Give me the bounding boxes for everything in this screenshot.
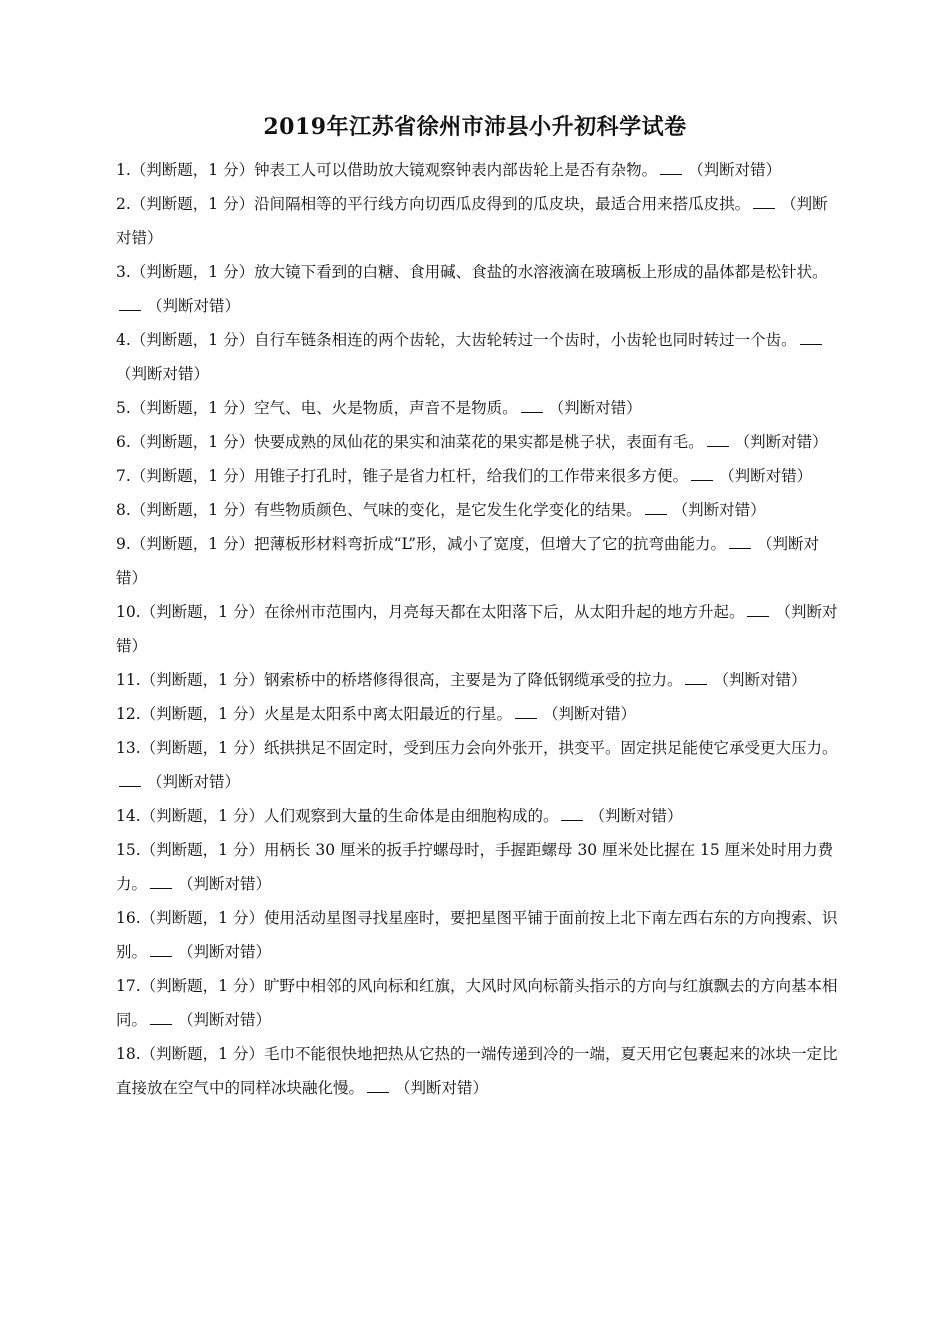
answer-blank [645, 500, 667, 515]
question-text: 10.（判断题，1 分）在徐州市范围内，月亮每天都在太阳落下后，从太阳升起的地方升起。 [116, 603, 745, 621]
question-item [116, 1037, 840, 1105]
question-item [116, 459, 840, 493]
answer-blank [753, 194, 775, 209]
answer-blank [119, 296, 141, 311]
question-text: 7.（判断题，1 分）用锥子打孔时，锥子是省力杠杆，给我们的工作带来很多方便。 [116, 467, 689, 485]
question-instruction: （判断对错） [672, 501, 766, 519]
question-item [116, 391, 840, 425]
answer-blank [367, 1078, 389, 1093]
question-text: 13.（判断题，1 分）纸拱拱足不固定时，受到压力会向外张开，拱变平。固定拱足能使它承受更大压力。 [116, 739, 838, 757]
answer-blank [800, 330, 822, 345]
question-item [116, 255, 840, 323]
question-item [116, 425, 840, 459]
question-item [116, 595, 840, 663]
question-instruction: （判断对错） [719, 467, 813, 485]
answer-blank [685, 670, 707, 685]
question-instruction: （判断对错） [589, 807, 683, 825]
question-text: 11.（判断题，1 分）钢索桥中的桥塔修得很高，主要是为了降低钢缆承受的拉力。 [116, 671, 683, 689]
question-item [116, 493, 840, 527]
question-item [116, 901, 840, 969]
question-instruction: （判断对错） [395, 1079, 489, 1097]
question-text: 8.（判断题，1 分）有些物质颜色、气味的变化，是它发生化学变化的结果。 [116, 501, 642, 519]
answer-blank [747, 602, 769, 617]
question-instruction: （判断对错） [147, 297, 241, 315]
question-instruction: （判断对错） [147, 773, 241, 791]
question-text: 2.（判断题，1 分）沿间隔相等的平行线方向切西瓜皮得到的瓜皮块，最适合用来搭瓜皮拱。 [116, 195, 751, 213]
answer-blank [119, 772, 141, 787]
answer-blank [521, 398, 543, 413]
question-instruction: （判断对错） [116, 195, 828, 247]
question-text: 4.（判断题，1 分）自行车链条相连的两个齿轮，大齿轮转过一个齿时，小齿轮也同时转过一个齿。 [116, 331, 797, 349]
question-instruction: （判断对错） [178, 943, 272, 961]
answer-blank [150, 942, 172, 957]
question-instruction: （判断对错） [688, 161, 782, 179]
question-text: 3.（判断题，1 分）放大镜下看到的白糖、食用碱、食盐的水溶液滴在玻璃板上形成的晶体都是松针状。 [116, 263, 828, 281]
question-item [116, 323, 840, 391]
question-instruction: （判断对错） [178, 875, 272, 893]
question-item [116, 731, 840, 799]
question-text: 6.（判断题，1 分）快要成熟的凤仙花的果实和油菜花的果实都是桃子状，表面有毛。 [116, 433, 704, 451]
question-item [116, 969, 840, 1037]
question-item [116, 527, 840, 595]
answer-blank [691, 466, 713, 481]
question-item [116, 833, 840, 901]
answer-blank [660, 160, 682, 175]
question-text: 5.（判断题，1 分）空气、电、火是物质，声音不是物质。 [116, 399, 518, 417]
question-item [116, 799, 840, 833]
question-text: 15.（判断题，1 分）用柄长 30 厘米的扳手拧螺母时，手握距螺母 30 厘米处比握在 15 厘米处时用力费力。 [116, 841, 834, 893]
question-text: 17.（判断题，1 分）旷野中相邻的风向标和红旗，大风时风向标箭头指示的方向与红旗飘去的方向基本相同。 [116, 977, 838, 1029]
question-instruction: （判断对错） [178, 1011, 272, 1029]
page-title: 2019年江苏省徐州市沛县小升初科学试卷 [263, 114, 687, 140]
question-list [116, 153, 840, 1105]
question-text: 1.（判断题，1 分）钟表工人可以借助放大镜观察钟表内部齿轮上是否有杂物。 [116, 161, 658, 179]
question-instruction: （判断对错） [548, 399, 642, 417]
question-text: 9.（判断题，1 分）把薄板形材料弯折成“L”形，减小了宽度，但增大了它的抗弯曲能力。 [116, 535, 727, 553]
question-text: 12.（判断题，1 分）火星是太阳系中离太阳最近的行星。 [116, 705, 512, 723]
question-item [116, 187, 840, 255]
question-instruction: （判断对错） [734, 433, 828, 451]
question-text: 16.（判断题，1 分）使用活动星图寻找星座时，要把星图平铺于面前按上北下南左西右东的方向搜索、识别。 [116, 909, 838, 961]
question-item [116, 697, 840, 731]
answer-blank [150, 1010, 172, 1025]
question-text: 14.（判断题，1 分）人们观察到大量的生命体是由细胞构成的。 [116, 807, 559, 825]
question-instruction: （判断对错） [116, 535, 820, 587]
answer-blank [729, 534, 751, 549]
answer-blank [561, 806, 583, 821]
answer-blank [515, 704, 537, 719]
question-item [116, 153, 840, 187]
question-instruction: （判断对错） [713, 671, 807, 689]
question-instruction: （判断对错） [116, 365, 210, 383]
answer-blank [150, 874, 172, 889]
question-item [116, 663, 840, 697]
question-instruction: （判断对错） [542, 705, 636, 723]
answer-blank [707, 432, 729, 447]
question-text: 18.（判断题，1 分）毛巾不能很快地把热从它热的一端传递到冷的一端，夏天用它包裹起来的冰块一定比直接放在空气中的同样冰块融化慢。 [116, 1045, 838, 1097]
question-instruction: （判断对错） [116, 603, 838, 655]
